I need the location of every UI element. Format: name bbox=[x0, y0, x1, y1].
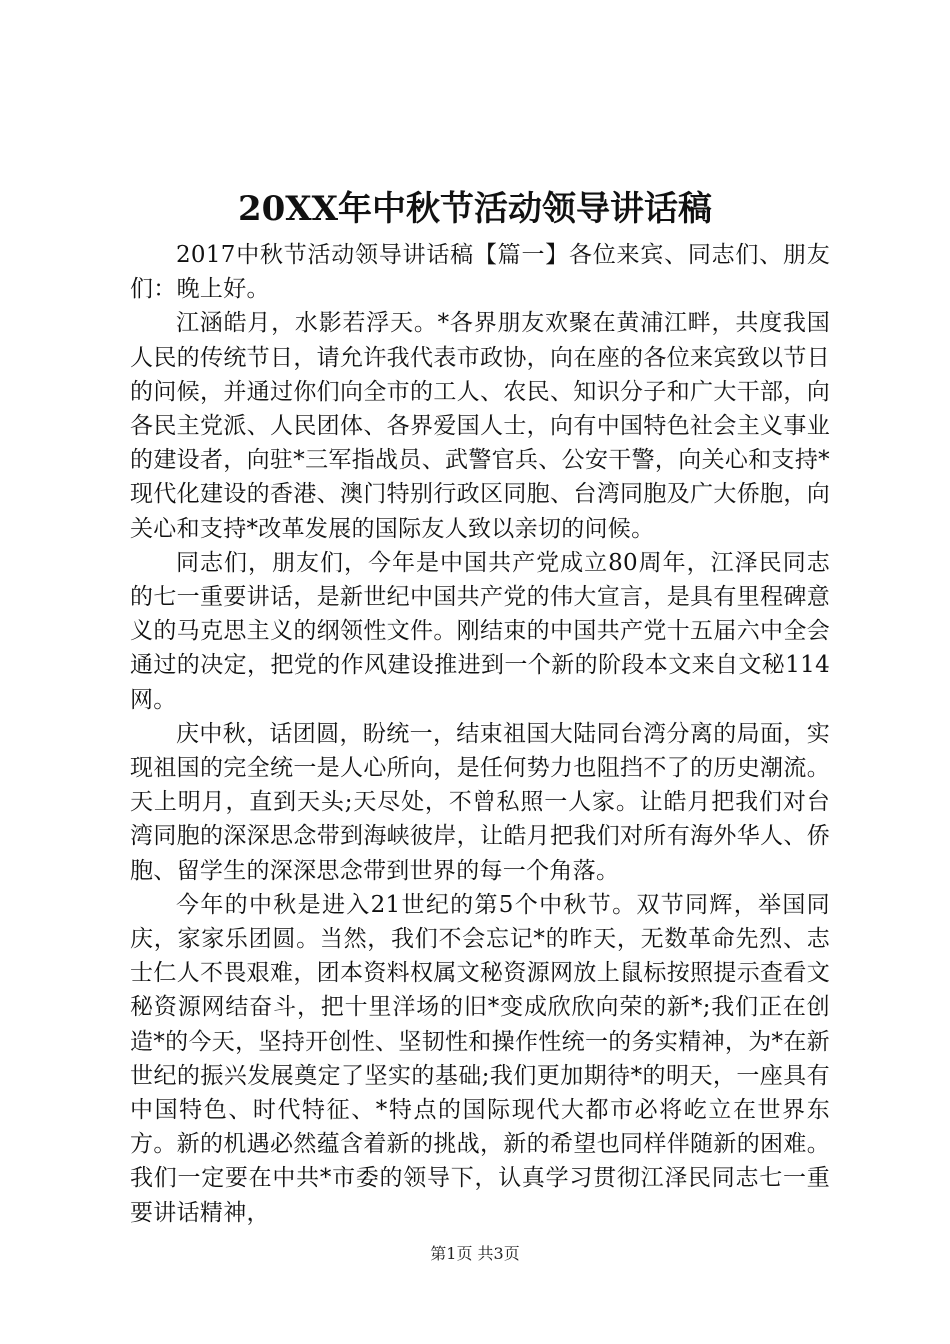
document-body bbox=[130, 238, 830, 1230]
paragraph-2: 江涵皓月，水影若浮天。*各界朋友欢聚在黄浦江畔，共度我国人民的传统节日，请允许我代表市政协，向在座的各位来宾致以节日的问候，并通过你们向全市的工人、农民、知识分子和广大干部，向各民主党派、人民团体、各界爱国人士，向有中国特色社会主义事业的建设者，向驻*三军指战员、武警官兵、公安干警，向关心和支持*现代化建设的香港、澳门特别行政区同胞、台湾同胞及广大侨胞，向关心和支持*改革发展的国际友人致以亲切的问候。 bbox=[130, 310, 830, 542]
paragraph-4: 庆中秋，话团圆，盼统一，结束祖国大陆同台湾分离的局面，实现祖国的完全统一是人心所向，是任何势力也阻挡不了的历史潮流。天上明月，直到天头;天尽处，不曾私照一人家。让皓月把我们对台湾同胞的深深思念带到海峡彼岸，让皓月把我们对所有海外华人、侨胞、留学生的深深思念带到世界的每一个角落。 bbox=[130, 720, 830, 884]
paragraph-5: 今年的中秋是进入21世纪的第5个中秋节。双节同辉，举国同庆，家家乐团圆。当然，我们不会忘记*的昨天，无数革命先烈、志士仁人不畏艰难，团本资料权属文秘资源网放上鼠标按照提示查看文秘资源网结奋斗，把十里洋场的旧*变成欣欣向荣的新*;我们正在创造*的今天，坚持开创性、坚韧性和操作性统一的务实精神，为*在新世纪的振兴发展奠定了坚实的基础;我们更加期待*的明天，一座具有中国特色、时代特征、*特点的国际现代大都市必将屹立在世界东方。新的机遇必然蕴含着新的挑战，新的希望也同样伴随新的困难。我们一定要在中共*市委的领导下，认真学习贯彻江泽民同志七一重要讲话精神， bbox=[130, 891, 830, 1226]
paragraph-3: 同志们，朋友们，今年是中国共产党成立80周年，江泽民同志的七一重要讲话，是新世纪中国共产党的伟大宣言，是具有里程碑意义的马克思主义的纲领性文件。刚结束的中国共产党十五届六中全会通过的决定，把党的作风建设推进到一个新的阶段本文来自文秘114网。 bbox=[130, 549, 830, 713]
paragraph-1: 2017中秋节活动领导讲话稿【篇一】各位来宾、同志们、朋友们：晚上好。 bbox=[130, 242, 830, 303]
page-footer: 第1页 共3页 bbox=[430, 1244, 520, 1263]
document-title: 20XX年中秋节活动领导讲话稿 bbox=[237, 189, 713, 229]
